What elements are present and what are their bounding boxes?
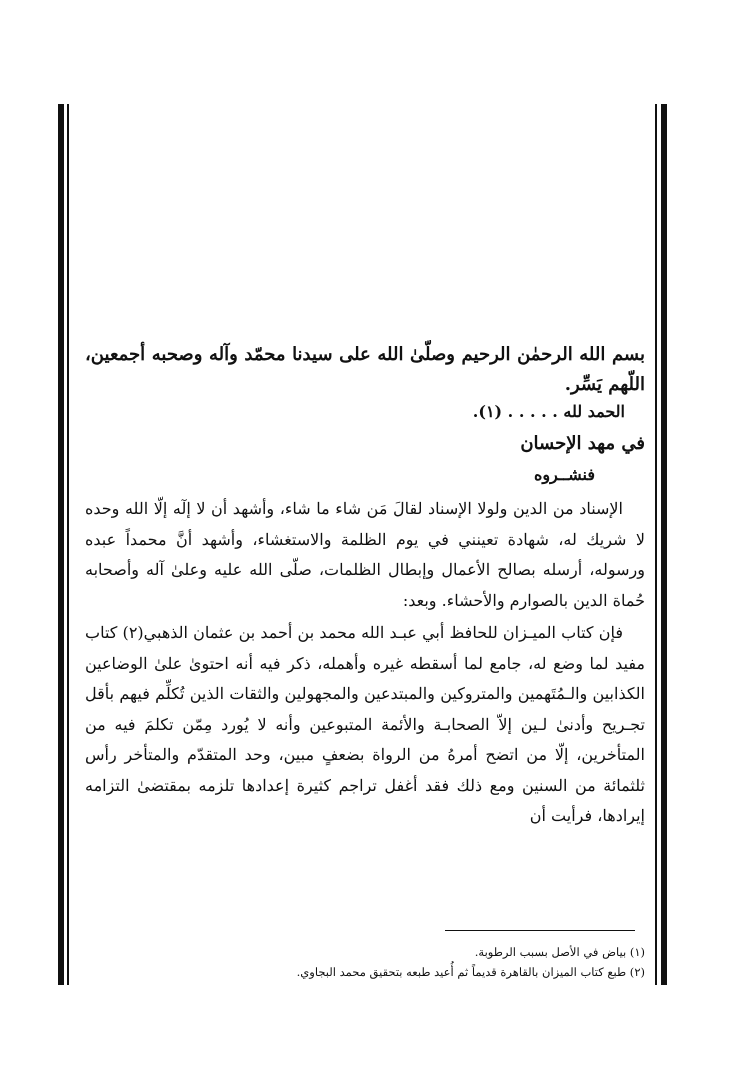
hamd-line: الحمد لله . . . . . (١).: [472, 402, 625, 421]
page-border-left: [58, 104, 72, 985]
page-body: [85, 340, 645, 832]
footnotes: [85, 942, 645, 982]
footnote-divider: [445, 930, 635, 931]
page-border-right: [653, 104, 667, 985]
footnote-2: (٢) طبع كتاب الميزان بالقاهرة قديماً ثم أُعيد طبعه بتحقيق محمد البجاوي.: [296, 965, 645, 979]
paragraph-2: فإن كتاب الميـزان للحافظ أبي عبـد الله محمد بن أحمد بن عثمان الذهبي(٢) كتاب مفيد لما وضع له، جامع لما أسقطه غيره وأهمله، ذكر فيه أنه احتوىٰ علىٰ الوضاعين الكذابين والـمُتَهمين والمتروكين والمبتدعين والمجهولين والثقات الذين تُكلِّم فيهم بأقل تجـريح وأدنىٰ لـين إلاّ الصحابـة والأئمة المتبوعين وأنه لا يُورد مِمّن تكلمَ فيه من المتأخرين، إلّا من اتضح أمرهُ من الرواة بضعفٍ مبين، وحد المتقدّم والمتأخر رأس ثلثمائة من السنين ومع ذلك فقد أغفل تراجم كثيرة إعدادها تلزمه بمقتضىٰ التزامه إيرادها، فرأيت أن: [85, 623, 645, 825]
heading-title: في مهد الإحسان: [520, 433, 645, 454]
basmala: بسم الله الرحمٰن الرحيم وصلّىٰ الله على سيدنا محمّد وآله وصحبه أجمعين، اللّهم يَسِّر.: [85, 344, 645, 395]
heading-subtitle: فنشــروه: [533, 465, 595, 484]
paragraph-1: الإسناد من الدين ولولا الإسناد لقالَ مَن شاء ما شاء، وأشهد أن لا إلٓه إلّا الله وحده لا شريك له، شهادة تعينني في يوم الظلمة والاستغشاء، وأشهد أنَّ محمداً عبده ورسوله، أرسله بصالح الأعمال وإبطال الظلمات، صلّى الله عليه وعلىٰ آله وأصحابه حُماة الدين بالصوارم والأحشاء. وبعد:: [85, 499, 645, 610]
footnote-1: (١) بياض في الأصل بسبب الرطوبة.: [474, 945, 645, 959]
